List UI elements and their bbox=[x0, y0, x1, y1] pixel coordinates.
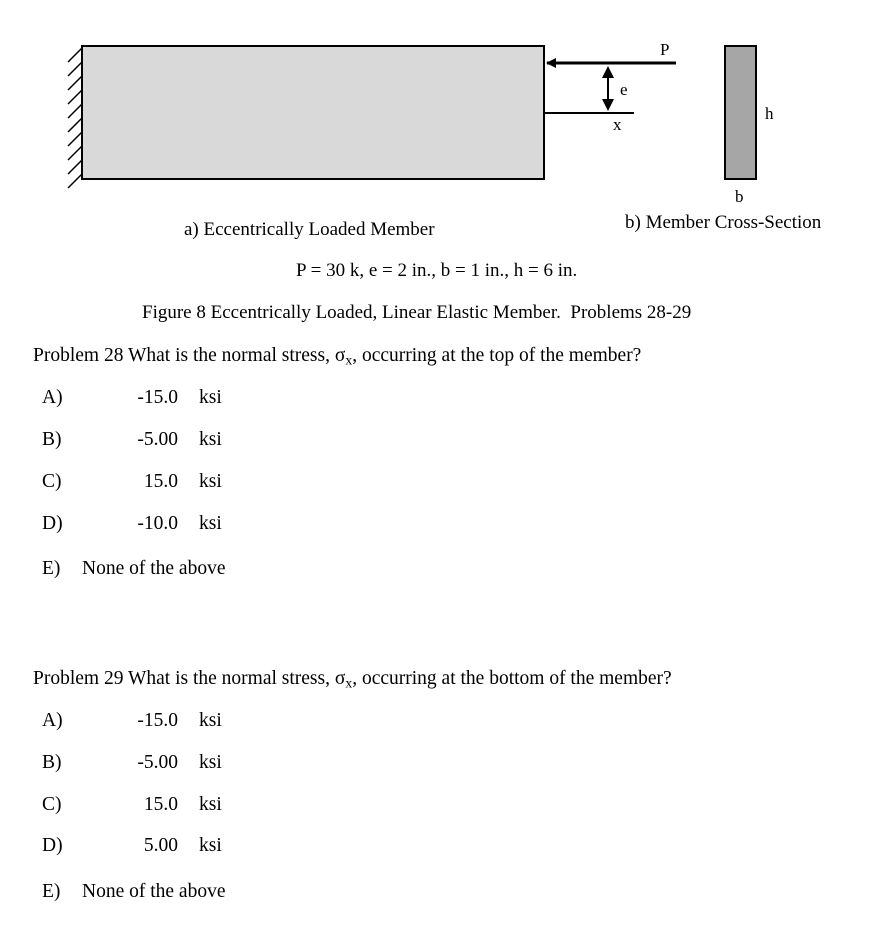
figure-caption: Figure 8 Eccentrically Loaded, Linear Elastic Member. Problems 28-29 bbox=[142, 302, 692, 323]
given-parameters: P = 30 k, e = 2 in., b = 1 in., h = 6 in. bbox=[296, 260, 578, 281]
centroid-label: x bbox=[613, 115, 622, 134]
eccentricity-arrow-down bbox=[602, 99, 614, 111]
beam bbox=[82, 46, 544, 179]
wall-hatching bbox=[68, 48, 82, 188]
cross-section bbox=[725, 46, 756, 179]
eccentricity-label: e bbox=[620, 80, 628, 99]
figure-b-label: b) Member Cross-Section bbox=[625, 212, 822, 233]
eccentricity-arrow-up bbox=[602, 66, 614, 78]
load-label: P bbox=[660, 40, 670, 59]
height-label: h bbox=[765, 104, 774, 123]
problem-28-question: Problem 28 What is the normal stress, $\sigma_x$, occurring at the top of the member? bbox=[33, 345, 642, 368]
problem-29-question: Problem 29 What is the normal stress, $\sigma_x$, occurring at the bottom of the member? bbox=[33, 668, 672, 691]
width-label: b bbox=[735, 187, 744, 206]
figure-a-label: a) Eccentrically Loaded Member bbox=[184, 219, 435, 240]
